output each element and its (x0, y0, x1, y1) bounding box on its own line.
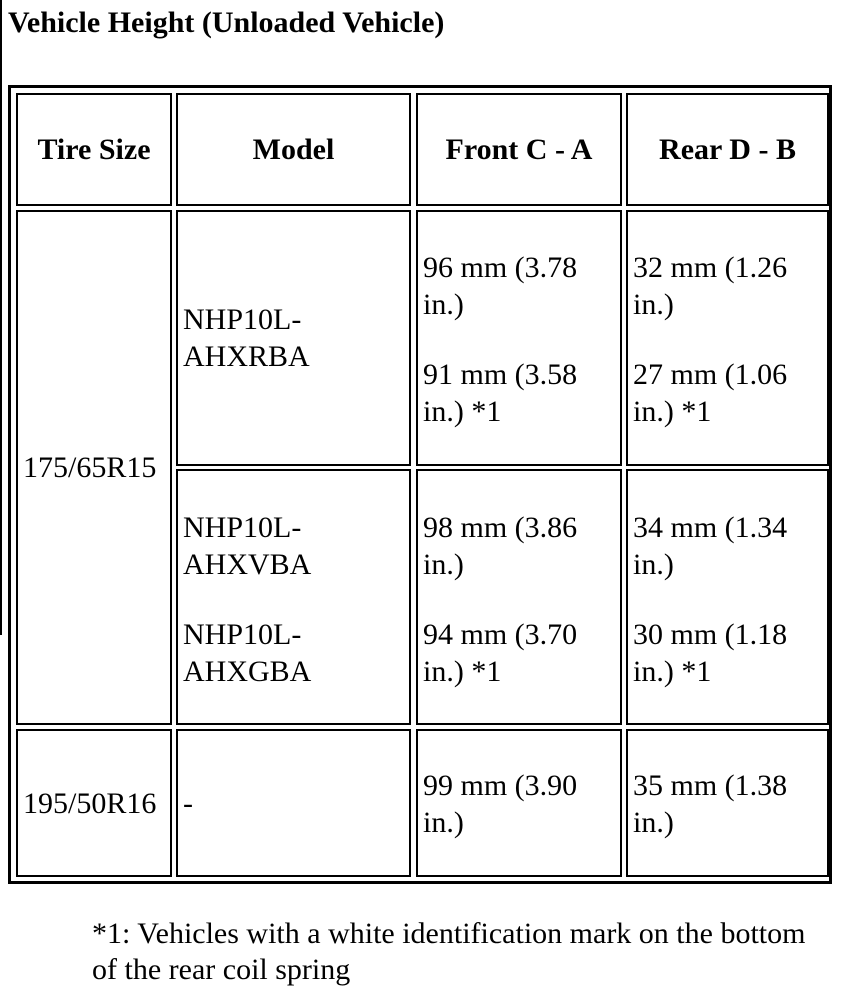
model-cell (176, 729, 411, 877)
rear-cell (626, 729, 829, 877)
front-cell (416, 729, 622, 877)
rear-value-marked: 30 mm (1.18 in.) *1 (633, 618, 788, 688)
rear-value: 32 mm (1.26 in.) (633, 251, 788, 321)
tire-size-cell (16, 210, 172, 725)
front-value: 98 mm (3.86 in.) (423, 511, 578, 581)
front-cell (416, 469, 622, 725)
front-value-marked: 94 mm (3.70 in.) *1 (423, 618, 578, 688)
rear-value-marked: 27 mm (1.06 in.) *1 (633, 358, 788, 428)
front-value: 99 mm (3.90 in.) (423, 769, 578, 839)
left-border-line (0, 0, 2, 635)
front-value: 96 mm (3.78 in.) (423, 251, 578, 321)
front-cell (416, 210, 622, 466)
rear-value: 34 mm (1.34 in.) (633, 511, 788, 581)
header-tire-size: Tire Size (16, 93, 172, 206)
tire-size-cell (16, 729, 172, 877)
rear-cell (626, 469, 829, 725)
header-front: Front C - A (416, 93, 622, 206)
page-title: Vehicle Height (Unloaded Vehicle) (8, 6, 445, 39)
front-value-marked: 91 mm (3.58 in.) *1 (423, 358, 578, 428)
header-rear: Rear D - B (626, 93, 829, 206)
model-value: NHP10L-AHXGBA (183, 618, 312, 688)
model-cell (176, 210, 411, 466)
model-value: NHP10L-AHXRBA (183, 303, 310, 373)
model-value: NHP10L-AHXVBA (183, 511, 312, 581)
model-value: - (183, 786, 193, 820)
tire-size-value: 175/65R15 (23, 451, 157, 484)
vehicle-height-table (8, 85, 832, 884)
tire-size-value: 195/50R16 (23, 786, 157, 820)
header-model: Model (176, 93, 411, 206)
rear-cell (626, 210, 829, 466)
footnote: *1: Vehicles with a white identification mark on the bottom of the rear coil spring (92, 917, 806, 986)
rear-value: 35 mm (1.38 in.) (633, 769, 788, 839)
model-cell (176, 469, 411, 725)
